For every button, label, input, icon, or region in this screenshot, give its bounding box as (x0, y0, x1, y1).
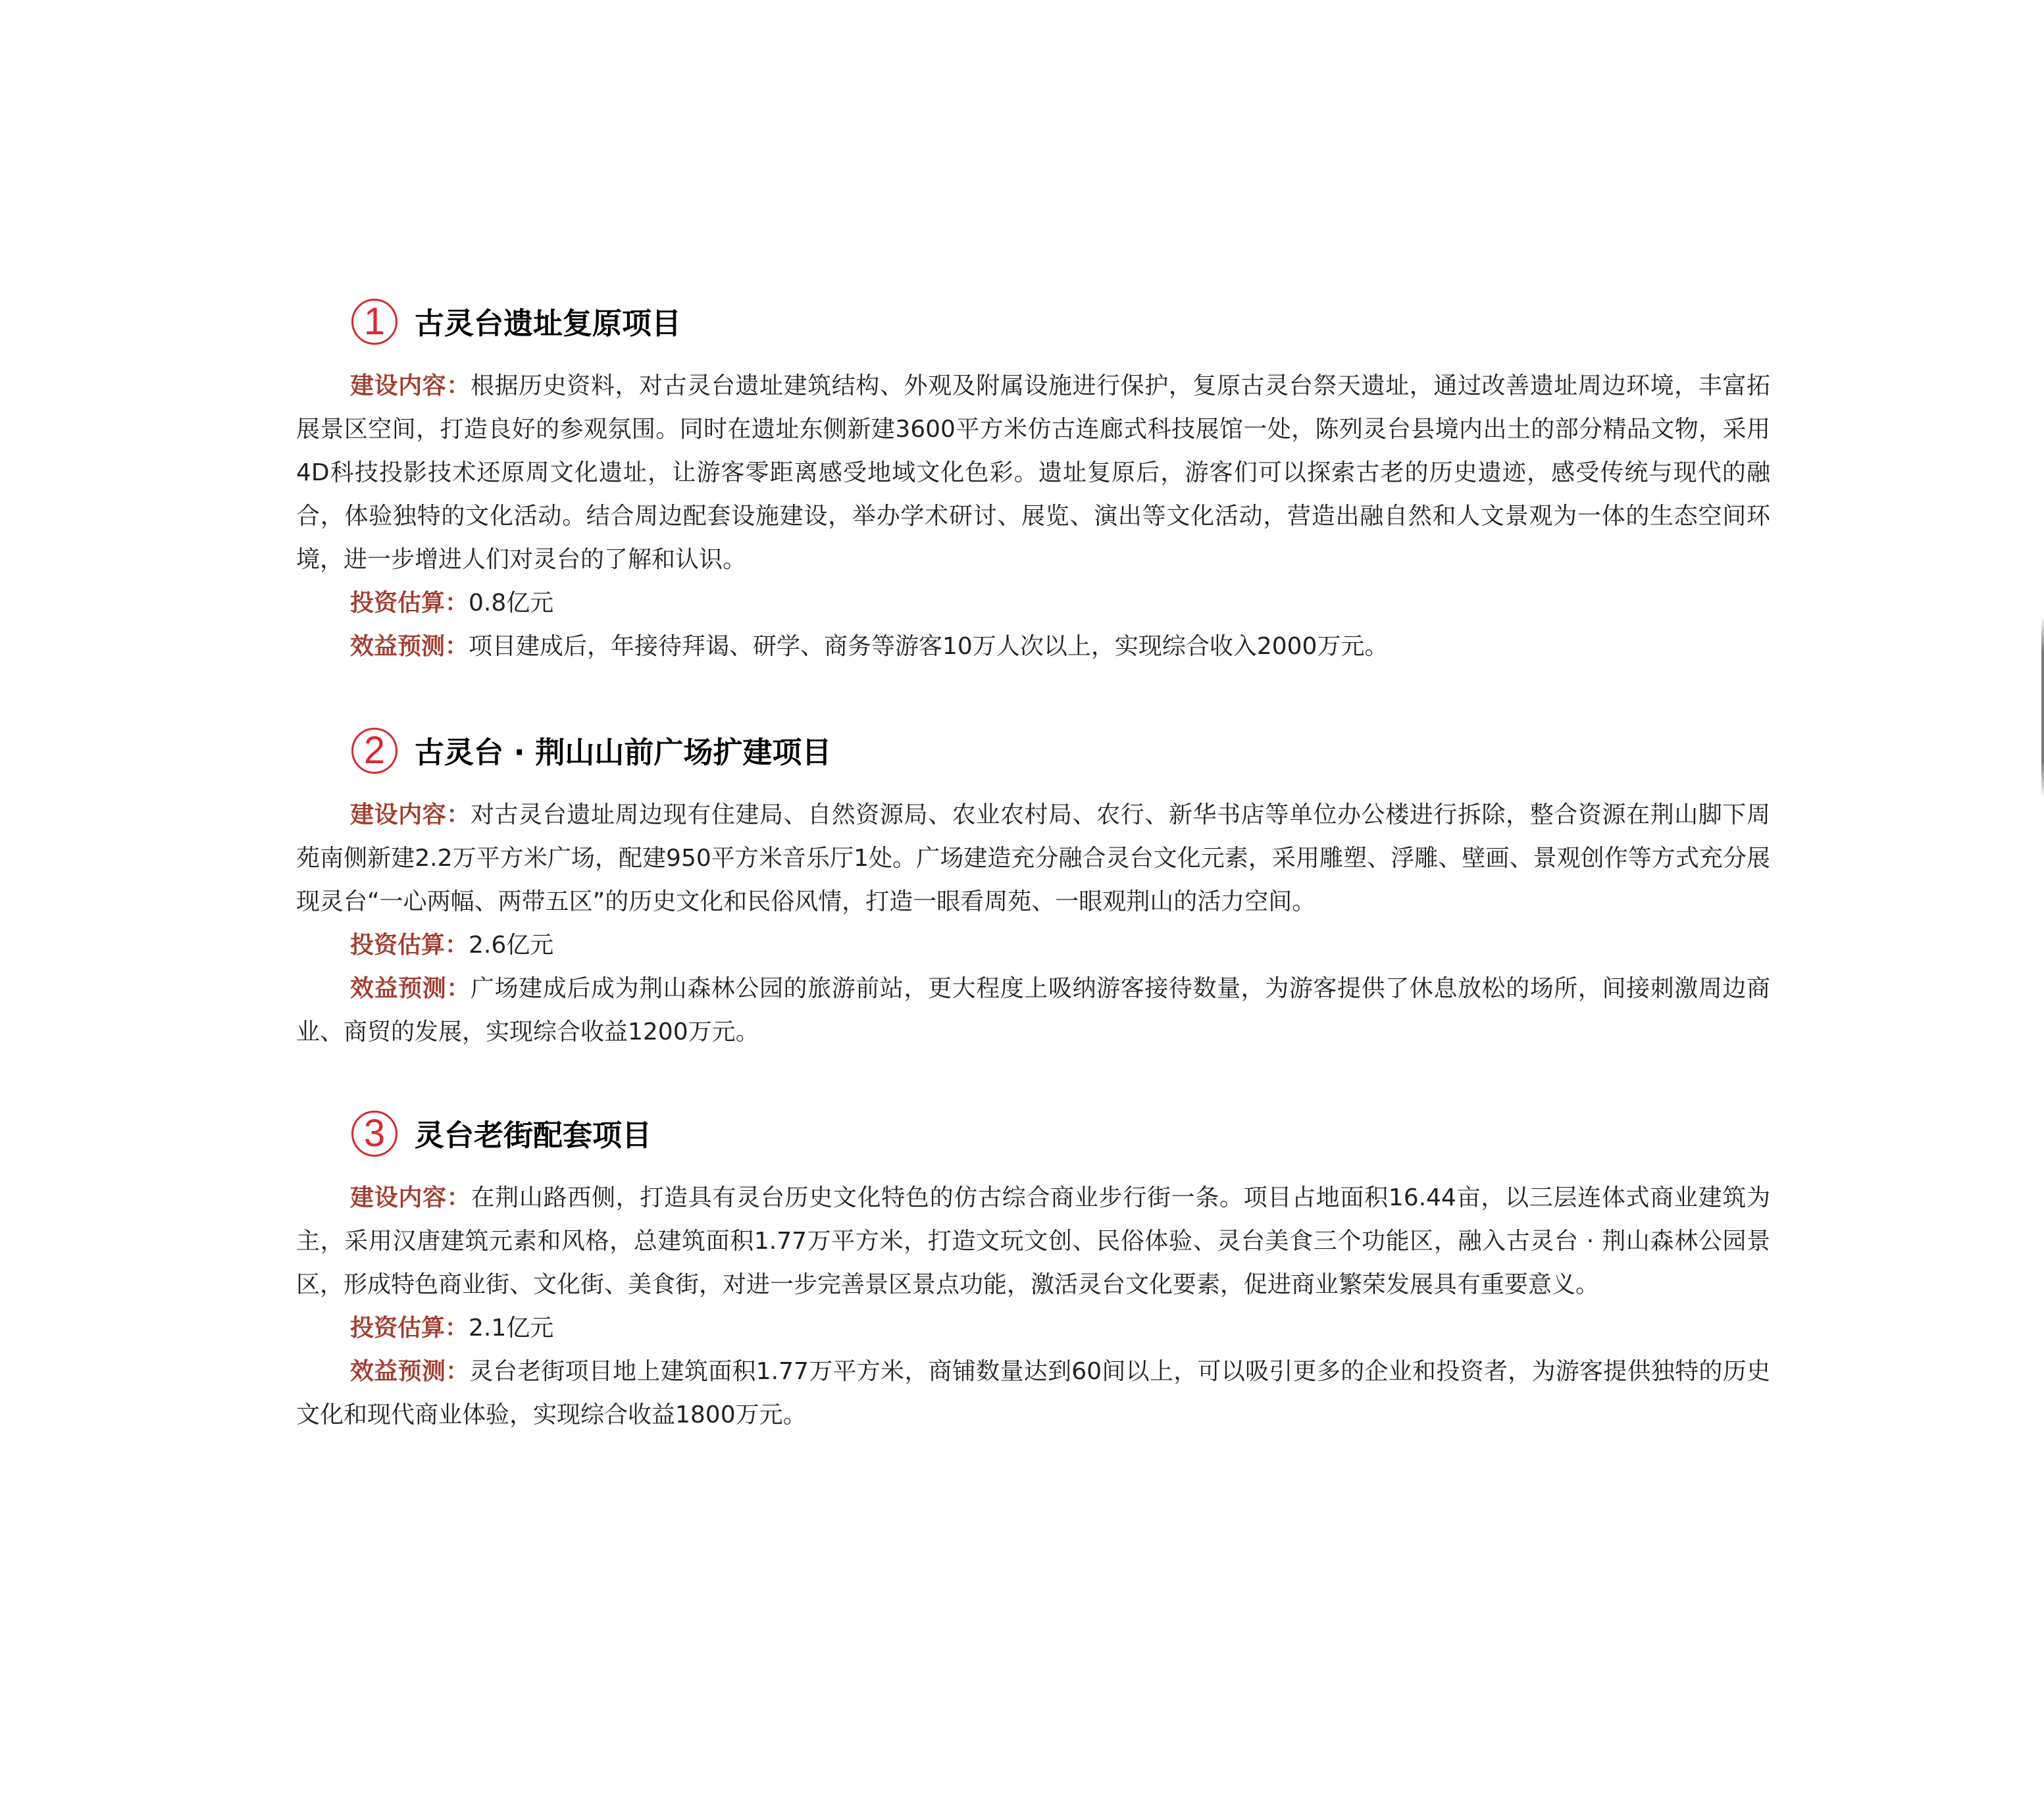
project-heading-1 (296, 295, 1770, 354)
project-heading-3 (296, 1107, 1770, 1166)
project-investment-3 (296, 1307, 1770, 1350)
project-content-3 (296, 1176, 1770, 1307)
investment-value: 2.6亿元 (469, 932, 554, 959)
investment-label: 投资估算： (350, 590, 469, 617)
benefit-text: 项目建成后，年接待拜谒、研学、商务等游客10万人次以上，实现综合收入2000万元。 (469, 633, 1389, 660)
project-benefit-1 (296, 625, 1770, 668)
investment-label: 投资估算： (350, 1315, 469, 1342)
project-heading-2 (296, 724, 1770, 783)
benefit-label: 效益预测： (350, 633, 469, 660)
benefit-label: 效益预测： (350, 1358, 470, 1385)
project-content-2 (296, 793, 1770, 924)
circled-number-2: 2 (351, 728, 397, 774)
content-text: 在荆山路西侧，打造具有灵台历史文化特色的仿古综合商业步行街一条。项目占地面积16.44亩，以三层连体式商业建筑为主，采用汉唐建筑元素和风格，总建筑面积1.77万平方米，打造文玩文创、民俗体验、灵台美食三个功能区，融入古灵台 · 荆山森林公园景区，形成特色商业街、文化街、美食街，对进一步完善景区景点功能，激活灵台文化要素，促进商业繁荣发展具有重要意义。 (296, 1184, 1770, 1298)
content-label: 建设内容： (350, 372, 471, 399)
investment-value: 2.1亿元 (469, 1315, 554, 1342)
content-label: 建设内容： (350, 801, 471, 828)
benefit-label: 效益预测： (350, 975, 471, 1002)
project-section-2 (296, 724, 1770, 1054)
page-edge-shadow (2041, 0, 2044, 1812)
content-text: 根据历史资料，对古灵台遗址建筑结构、外观及附属设施进行保护，复原古灵台祭天遗址，通过改善遗址周边环境，丰富拓展景区空间，打造良好的参观氛围。同时在遗址东侧新建3600平方米仿古连廊式科技展馆一处，陈列灵台县境内出土的部分精品文物，采用4D科技投影技术还原周文化遗址，让游客零距离感受地域文化色彩。遗址复原后，游客们可以探索古老的历史遗迹，感受传统与现代的融合，体验独特的文化活动。结合周边配套设施建设，举办学术研讨、展览、演出等文化活动，营造出融自然和人文景观为一体的生态空间环境，进一步增进人们对灵台的了解和认识。 (296, 372, 1770, 573)
project-section-1 (296, 295, 1770, 668)
investment-value: 0.8亿元 (469, 590, 554, 617)
project-section-3 (296, 1107, 1770, 1437)
benefit-text: 灵台老街项目地上建筑面积1.77万平方米，商铺数量达到60间以上，可以吸引更多的企业和投资者，为游客提供独特的历史文化和现代商业体验，实现综合收益1800万元。 (296, 1358, 1770, 1428)
project-content-1 (296, 365, 1770, 582)
benefit-text: 广场建成后成为荆山森林公园的旅游前站，更大程度上吸纳游客接待数量，为游客提供了休息放松的场所，间接刺激周边商业、商贸的发展，实现综合收益1200万元。 (296, 975, 1770, 1045)
project-investment-1 (296, 582, 1770, 625)
investment-label: 投资估算： (350, 932, 469, 959)
project-title-3: 灵台老街配套项目 (415, 1118, 652, 1153)
project-benefit-2 (296, 967, 1770, 1054)
project-investment-2 (296, 924, 1770, 967)
content-label: 建设内容： (350, 1184, 471, 1211)
circled-number-3: 3 (351, 1111, 397, 1157)
project-title-2: 古灵台 · 荆山山前广场扩建项目 (415, 735, 832, 770)
circled-number-1: 1 (351, 299, 397, 345)
project-title-1: 古灵台遗址复原项目 (415, 306, 682, 341)
content-text: 对古灵台遗址周边现有住建局、自然资源局、农业农村局、农行、新华书店等单位办公楼进行拆除，整合资源在荆山脚下周苑南侧新建2.2万平方米广场，配建950平方米音乐厅1处。广场建造充分融合灵台文化元素，采用雕塑、浮雕、壁画、景观创作等方式充分展现灵台“一心两幅、两带五区”的历史文化和民俗风情，打造一眼看周苑、一眼观荆山的活力空间。 (296, 801, 1770, 915)
project-benefit-3 (296, 1350, 1770, 1437)
